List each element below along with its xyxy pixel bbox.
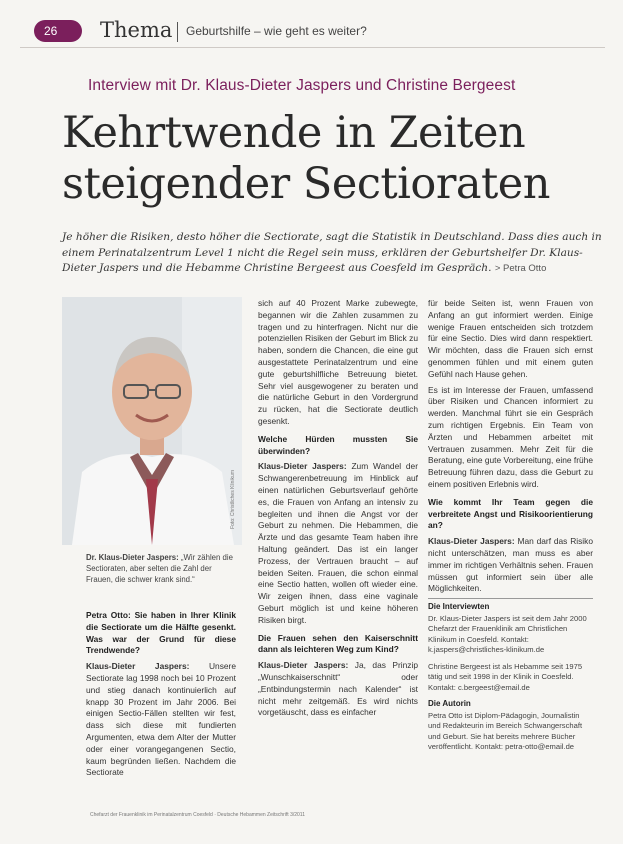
section-title: Thema [100,18,173,42]
answer-text: Unsere Sectiorate lag 1998 noch bei 10 Prozent und stieg danach kontinuierlich auf knapp 30 Prozent im Jahr 2006. Bei einigen Sectio-Fällen stellten wir fest, dass sich diese mit fundierten Argumenten, etwa dem Alter der Mutter oder einer vorangegangenen Sectio, kaum begründen ließen. Nachdem die Sectiorate [86,661,236,778]
photo-credit: Foto: Christliches Klinikum [230,470,236,529]
interviewees-title: Die Interviewten [428,602,490,611]
paragraph: für beide Seiten ist, wenn Frauen von Anfang an gut informiert werden. Einige wenige Frauen entscheiden sich trotzdem für eine Sectio. Dies wird dann respektiert. Wir möchten, dass die Frauen sich ernst genommen fühlen und mit einem guten Gefühl nach Hause gehen. [428,298,593,379]
answer-text: Man darf das Risiko nicht unterschätzen, man muss es aber immer im richtigen Verhältnis sehen. Frauen müssen gut informiert sein über alle Möglichkeiten. [428,536,593,594]
lead-text: Je höher die Risiken, desto höher die Sectiorate, sagt die Statistik in Deutschland. Dass dies auch in einem Perinatalzentrum Level 1 nicht die Regel sein muss, erklären der Geburtshelfer Dr. Klaus-Dieter Jaspers und die Hebamme Christine Bergeest aus Coesfeld im Gespräch. [62,231,602,274]
question: Petra Otto: Sie haben in Ihrer Klinik die Sectiorate um die Hälfte gesenkt. Was war der Grund für diese Trendwende? [86,610,236,656]
answer [86,661,236,779]
interviewee-2-bio: Christine Bergeest ist als Hebamme seit 1975 tätig und seit 1998 in der Klinik in Coesfeld. Kontakt: c.bergeest@email.de [428,661,583,692]
answer-text: Ja, das Prinzip „Wunschkaiserschnitt“ oder „Entbindungstermin nach Kalender“ ist nicht mehr zeitgemäß. Es wird nichts vorgetäuscht, dass es einfacher [258,660,418,718]
page-footer: Chefarzt der Frauenklinik im Perinatalzentrum Coesfeld · Deutsche Hebammen Zeitschrift 3/2011 [90,812,305,818]
headline-line-2: steigender Sectioraten [62,159,550,209]
article-column-2 [258,298,418,723]
answer [258,660,418,719]
speaker: Klaus-Dieter Jaspers: [428,536,515,547]
speaker: Klaus-Dieter Jaspers: [258,660,349,671]
speaker: Klaus-Dieter Jaspers: [258,461,347,472]
article-lead [62,230,602,277]
article-headline [62,108,550,210]
article-column-1 [86,604,236,783]
answer-text: Zum Wandel der Schwangerenbetreuung im Hinblick auf einen natürlichen Geburtsverlauf gehörte es, die Frauen von Anfang an intensiv zu begleiten und ihnen die Angst vor der Geburt zu nehmen. Die Hebammen, die Ärzte und das gesamte Team haben ihre Haltung geändert. Das ist ein langer Prozess, der Vertrauen braucht – auf beiden Seiten. Frauen, die schon einmal eine Sectio hatten, wollen oft wieder eine. Wir zeigen ihnen, dass eine vaginale Geburt möglich ist und keine höheren Risiken birgt. [258,461,419,625]
portrait-illustration [62,297,242,545]
answer [428,536,593,595]
paragraph: sich auf 40 Prozent Marke zubewegte, begannen wir die Zahlen zusammen zu tragen und zu hinterfragen. Nicht nur die potenziellen Risiken der Geburt im Blick zu haben, sondern die Chancen, die eine gut ausgestattete Perinatalzentrum und eine gute geburtshilfliche Betreuung bietet. Sehr viel ausgewogener zu beraten und die natürliche Geburt in den Vordergrund zu rücken, hat die Sectiorate deutlich gesenkt. [258,298,418,426]
caption-name: Dr. Klaus-Dieter Jaspers: [86,553,179,562]
page-number: 26 [34,20,82,42]
interviewee-1-bio: Dr. Klaus-Dieter Jaspers ist seit dem Jahr 2000 Chefarzt der Frauenklinik am Christlichen Klinikum in Coesfeld. Kontakt: k.jaspers@christliches-klinikum.de [428,613,587,654]
question: Welche Hürden mussten Sie überwinden? [258,433,418,456]
author-title: Die Autorin [428,699,471,708]
info-box [428,598,593,759]
portrait-photo [62,297,242,545]
lead-author: > Petra Otto [494,263,547,274]
headline-line-1: Kehrtwende in Zeiten [62,108,526,158]
paragraph: Es ist im Interesse der Frauen, umfassend über Risiken und Chancen informiert zu werden. Manchmal führt sie ein Gespräch zum richtigen Ergebnis. Ein Team von Ärzten und Hebammen arbeitet mit Vertrauen zusammen. Mehr Zeit für die Beratung, eine gute Vorbereitung, eine frühe Betreuung führen dazu, dass die Geburt zu einem positiven Erlebnis wird. [428,384,593,489]
header-divider [177,22,178,42]
photo-caption [86,552,236,585]
caption-text: „Wir zählen die Sectioraten, aber selten die Zahl der Frauen, die schwer krank sind.“ [86,553,233,584]
author-bio: Petra Otto ist Diplom-Pädagogin, Journalistin und Redakteurin im Bereich Schwangerschaft und Geburt. Sie hat bereits mehrere Bücher veröffentlicht. Kontakt: petra-otto@email.de [428,710,583,751]
page-header [20,18,605,48]
answer [258,461,418,626]
question: Die Frauen sehen den Kaiserschnitt dann als leichteren Weg zum Kind? [258,632,418,655]
article-kicker: Interview mit Dr. Klaus-Dieter Jaspers und Christine Bergeest [88,77,516,94]
article-column-3 [428,298,593,599]
speaker: Klaus-Dieter Jaspers: [86,661,190,672]
question: Wie kommt Ihr Team gegen die verbreitete Angst und Risikoorientierung an? [428,496,593,531]
section-subtitle: Geburtshilfe – wie geht es weiter? [186,24,367,38]
